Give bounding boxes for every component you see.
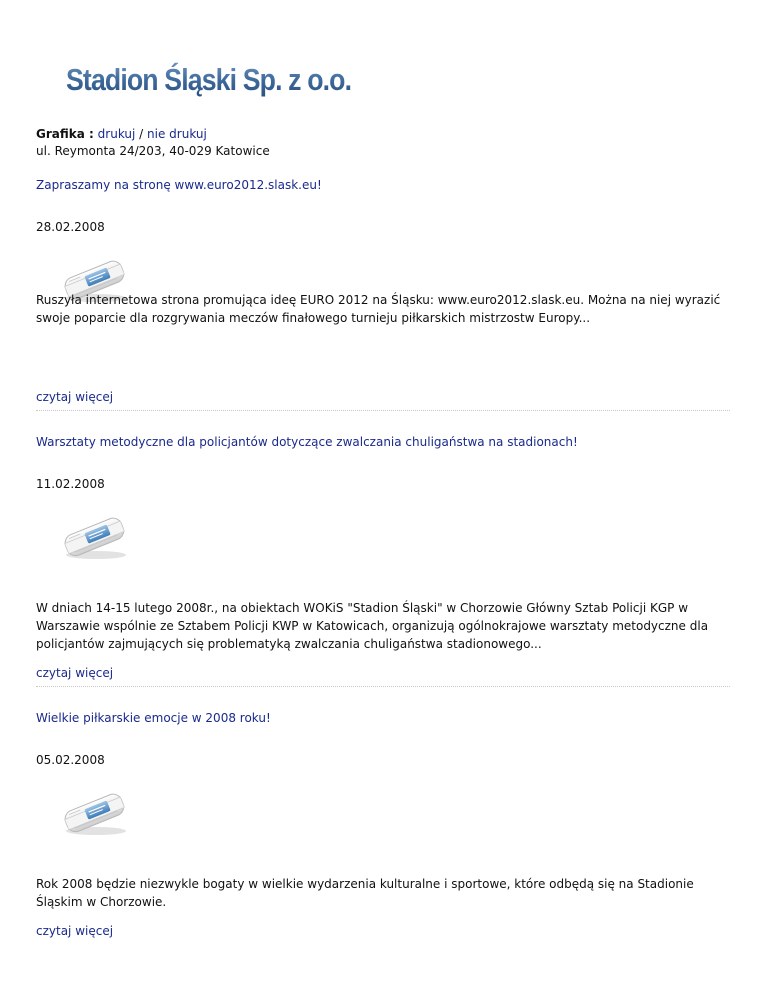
news-title-link[interactable]: Wielkie piłkarskie emocje w 2008 roku! xyxy=(36,711,271,725)
no-print-link[interactable]: nie drukuj xyxy=(147,127,207,141)
news-separator xyxy=(36,410,730,411)
read-more-link[interactable]: czytaj więcej xyxy=(36,390,114,404)
news-summary: W dniach 14-15 lutego 2008r., na obiektach WOKiS "Stadion Śląski" w Chorzowie Główny Sztab Policji KGP w Warszawie wspólnie ze Sztabem Policji KWP w Katowicach, organizują ogólnokrajowe warsztaty metodyczne dla policjantów zajmujących się problematyką zwalczania chuligaństwa stadionowego... xyxy=(36,601,709,651)
print-options-separator: / xyxy=(139,127,144,141)
company-address: ul. Reymonta 24/203, 40-029 Katowice xyxy=(36,144,270,158)
read-more-link[interactable]: czytaj więcej xyxy=(36,924,114,938)
news-summary: Rok 2008 będzie niezwykle bogaty w wielkie wydarzenia kulturalne i sportowe, które odbędą się na Stadionie Śląskim w Chorzowie. xyxy=(36,877,694,909)
news-summary: Ruszyła internetowa strona promująca ideę EURO 2012 na Śląsku: www.euro2012.slask.eu. Można na niej wyrazić swoje poparcie dla rozgrywania meczów finałowego turnieju piłkarskich mistrzostw Europy... xyxy=(36,293,721,325)
news-separator xyxy=(36,686,730,687)
news-title-link[interactable]: Warsztaty metodyczne dla policjantów dotyczące zwalczania chuligaństwa na stadionach! xyxy=(36,435,578,449)
newspaper-icon xyxy=(58,510,130,562)
print-link[interactable]: drukuj xyxy=(97,127,136,141)
news-date: 28.02.2008 xyxy=(36,220,105,234)
read-more-link[interactable]: czytaj więcej xyxy=(36,666,114,680)
news-date: 05.02.2008 xyxy=(36,753,105,767)
print-options-label: Grafika : xyxy=(36,127,94,141)
print-options xyxy=(36,126,207,143)
site-logo: Stadion Śląski Sp. z o.o. xyxy=(66,62,352,97)
news-title-link[interactable]: Zapraszamy na stronę www.euro2012.slask.eu! xyxy=(36,178,322,192)
newspaper-icon xyxy=(58,786,130,838)
news-date: 11.02.2008 xyxy=(36,477,105,491)
